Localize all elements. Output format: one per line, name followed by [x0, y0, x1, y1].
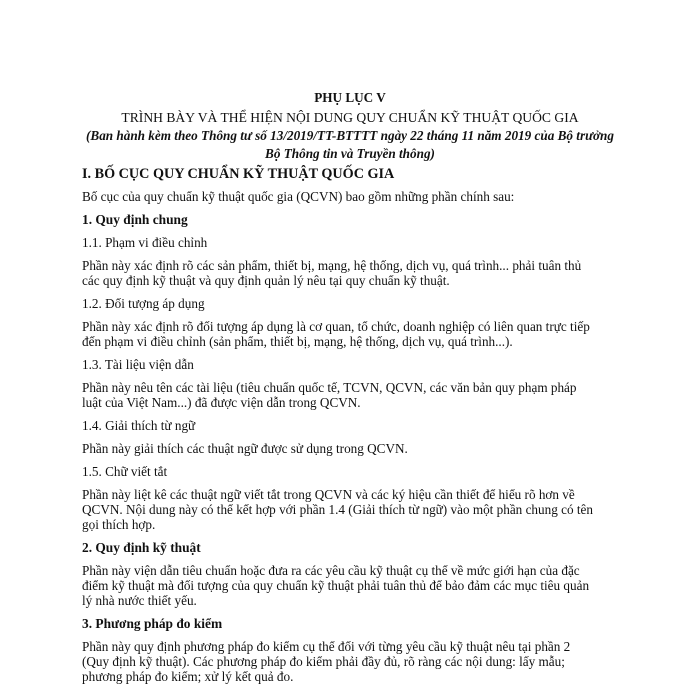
subsection-1-1-heading: 1.1. Phạm vi điều chỉnh	[82, 235, 208, 250]
issuance-note-line-2: Bộ Thông tin và Truyền thông)	[265, 146, 435, 161]
subsection-1-1-text-line-1: Phần này xác định rõ các sản phẩm, thiết bị, mạng, hệ thống, dịch vụ, quá trình... phải tuân thủ	[82, 258, 582, 273]
subsection-1-2-text-line-2: đến phạm vi điều chỉnh (sản phẩm, thiết bị, mạng, hệ thống, dịch vụ, quá trình...).	[82, 334, 513, 349]
subsection-1-2-heading: 1.2. Đối tượng áp dụng	[82, 296, 205, 311]
appendix-title: PHỤ LỤC V	[314, 90, 386, 105]
subsection-1-3-text-line-2: luật của Việt Nam...) đã được viện dẫn trong QCVN.	[82, 395, 361, 410]
subsection-1-2-text-line-1: Phần này xác định rõ đối tượng áp dụng là cơ quan, tổ chức, doanh nghiệp có liên quan trực tiếp	[82, 319, 590, 334]
part-3-text-line-2: (Quy định kỹ thuật). Các phương pháp đo kiểm phải đầy đủ, rõ ràng các nội dung: lấy mẫu;	[82, 654, 565, 669]
subsection-1-1-text-line-2: các quy định kỹ thuật và quy định quản lý nêu tại quy chuẩn kỹ thuật.	[82, 273, 450, 288]
issuance-note-line-1: (Ban hành kèm theo Thông tư số 13/2019/TT-BTTTT ngày 22 tháng 11 năm 2019 của Bộ trưởng	[86, 128, 614, 143]
subsection-1-4-heading: 1.4. Giải thích từ ngữ	[82, 418, 196, 433]
subsection-1-5-text-line-1: Phần này liệt kê các thuật ngữ viết tắt trong QCVN và các ký hiệu cần thiết để hiểu rõ hơn về	[82, 487, 575, 502]
part-3-text-line-3: phương pháp đo kiểm; xử lý kết quả đo.	[82, 669, 294, 684]
subsection-1-3-heading: 1.3. Tài liệu viện dẫn	[82, 357, 194, 372]
subsection-1-4-text-line-1: Phần này giải thích các thuật ngữ được sử dụng trong QCVN.	[82, 441, 408, 456]
section-intro: Bố cục của quy chuẩn kỹ thuật quốc gia (QCVN) bao gồm những phần chính sau:	[82, 189, 515, 204]
part-2-text-line-3: lý nhà nước thiết yếu.	[82, 593, 197, 608]
appendix-subtitle: TRÌNH BÀY VÀ THỂ HIỆN NỘI DUNG QUY CHUẨN KỸ THUẬT QUỐC GIA	[121, 110, 579, 125]
subsection-1-5-heading: 1.5. Chữ viết tắt	[82, 464, 168, 479]
section-heading: I. BỐ CỤC QUY CHUẨN KỸ THUẬT QUỐC GIA	[82, 166, 395, 182]
part-2-text-line-1: Phần này viện dẫn tiêu chuẩn hoặc đưa ra các yêu cầu kỹ thuật cụ thể về mức giới hạn của đặc	[82, 563, 580, 578]
subsection-1-5-text-line-3: gọi thích hợp.	[82, 517, 156, 532]
subsection-1-5-text-line-2: QCVN. Nội dung này có thể kết hợp với phần 1.4 (Giải thích từ ngữ) vào một phần chung có tên	[82, 502, 593, 517]
part-3-text-line-1: Phần này quy định phương pháp đo kiểm cụ thể đối với từng yêu cầu kỹ thuật nêu tại phần 2	[82, 639, 571, 654]
part-3-heading: 3. Phương pháp đo kiểm	[82, 616, 223, 631]
part-2-text-line-2: điểm kỹ thuật mà đối tượng của quy chuẩn kỹ thuật phải tuân thủ để bảo đảm các mục tiêu quản	[82, 578, 590, 593]
part-1-heading: 1. Quy định chung	[82, 212, 188, 227]
part-2-heading: 2. Quy định kỹ thuật	[82, 540, 201, 555]
subsection-1-3-text-line-1: Phần này nêu tên các tài liệu (tiêu chuẩn quốc tế, TCVN, QCVN, các văn bản quy phạm pháp	[82, 380, 577, 395]
